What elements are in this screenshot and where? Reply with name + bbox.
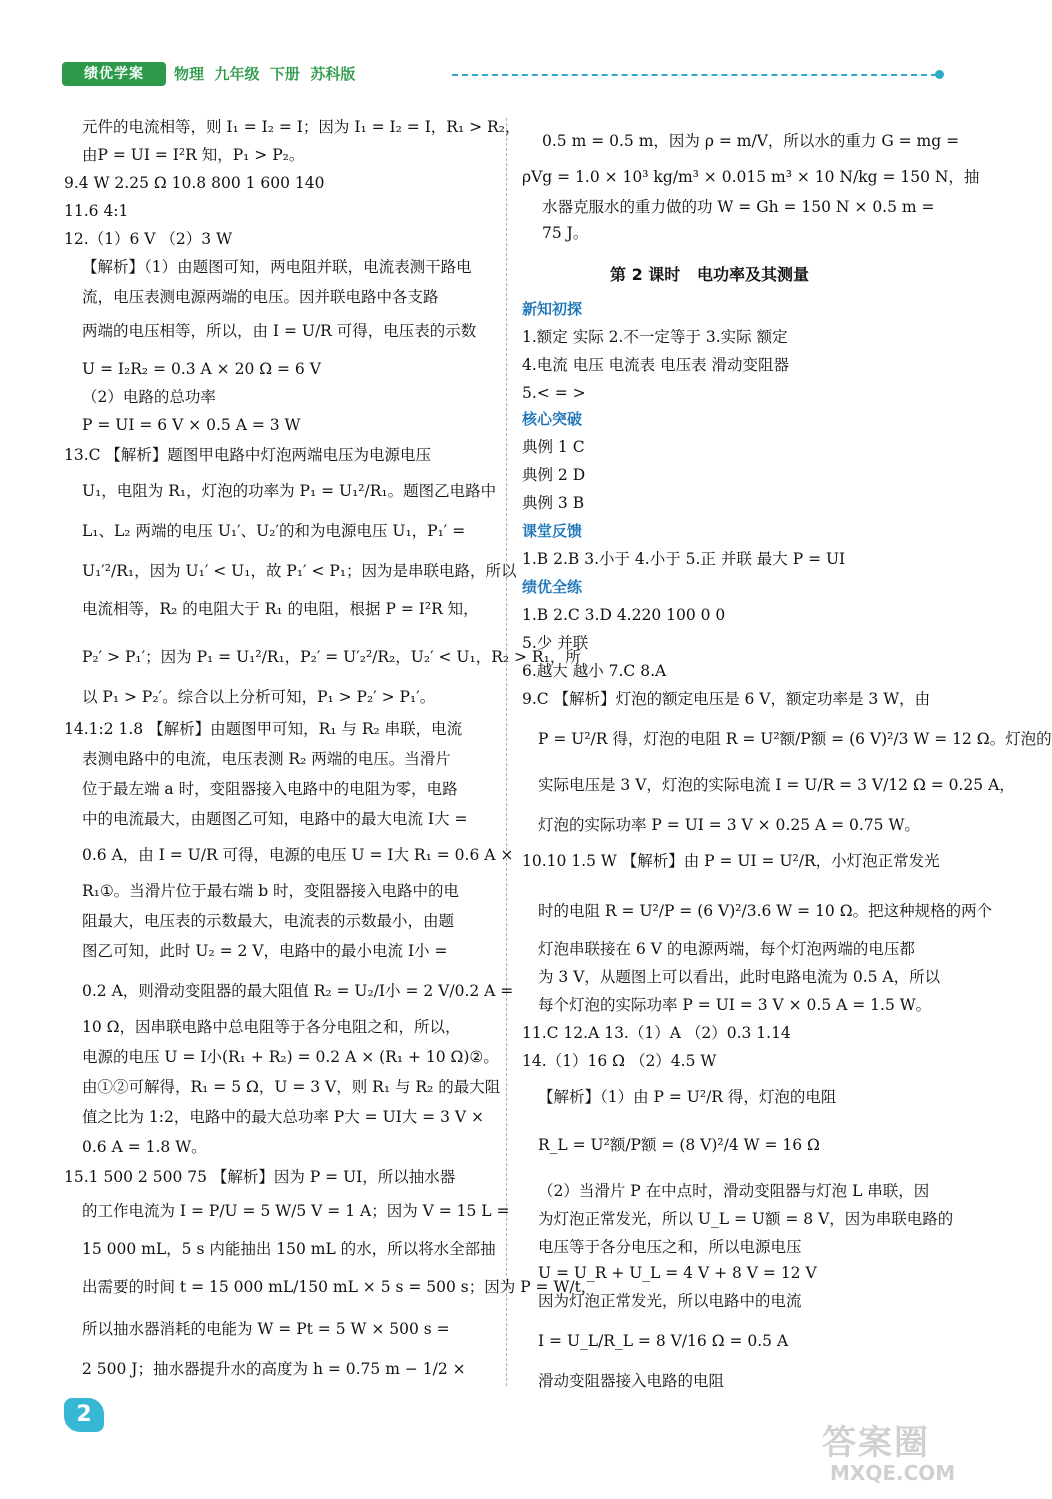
text-line: 14.1:2 1.8 【解析】由题图甲可知，R₁ 与 R₂ 串联，电流 [64, 720, 463, 738]
section-hexin: 核心突破 [522, 410, 583, 428]
text-line: 12.（1）6 V （2）3 W [64, 230, 233, 248]
text-line: U₁′²/R₁，因为 U₁′ < U₁，故 P₁′ < P₁；因为是串联电路，所以 [82, 562, 517, 580]
text-line: 的工作电流为 I = P/U = 5 W/5 V = 1 A；因为 V = 15 L = [82, 1202, 510, 1220]
text-line: 13.C 【解析】题图甲电路中灯泡两端电压为电源电压 [64, 446, 431, 464]
text-line: 5.< = > [522, 384, 586, 402]
text-line: 9.4 W 2.25 Ω 10.8 800 1 600 140 [64, 174, 325, 192]
text-line: 0.6 A = 1.8 W。 [82, 1138, 207, 1156]
text-line: 10 Ω，因串联电路中总电阻等于各分电阻之和，所以， [82, 1018, 461, 1036]
text-line: 每个灯泡的实际功率 P = UI = 3 V × 0.5 A = 1.5 W。 [538, 996, 932, 1014]
text-line: 实际电压是 3 V，灯泡的实际电流 I = U/R = 3 V/12 Ω = 0.25 A， [538, 776, 1015, 794]
text-line: U = U_R + U_L = 4 V + 8 V = 12 V [538, 1264, 817, 1282]
text-line: 0.6 A，由 I = U/R 可得，电源的电压 U = I大 R₁ = 0.6 A × [82, 846, 514, 864]
text-line: P = U²/R 得，灯泡的电阻 R = U²额/P额 = (6 V)²/3 W = 12 Ω。灯泡的 [538, 730, 1052, 748]
text-line: 典例 2 D [522, 466, 586, 484]
column-divider [506, 118, 507, 1386]
watermark-url: MXQE.COM [830, 1461, 956, 1485]
text-line: 由P = UI = I²R 知，P₁ > P₂。 [82, 146, 305, 164]
text-line: 14.（1）16 Ω （2）4.5 W [522, 1052, 717, 1070]
text-line: I = U_L/R_L = 8 V/16 Ω = 0.5 A [538, 1332, 789, 1350]
text-line: P = UI = 6 V × 0.5 A = 3 W [82, 416, 301, 434]
text-line: R_L = U²额/P额 = (8 V)²/4 W = 16 Ω [538, 1136, 820, 1154]
text-line: 出需要的时间 t = 15 000 mL/150 mL × 5 s = 500 s；因为 P = W/t， [82, 1278, 597, 1296]
text-line: 15.1 500 2 500 75 【解析】因为 P = UI，所以抽水器 [64, 1168, 456, 1186]
text-line: 表测电路中的电流，电压表测 R₂ 两端的电压。当滑片 [82, 750, 451, 768]
text-line: 两端的电压相等，所以，由 I = U/R 可得，电压表的示数 [82, 322, 477, 340]
brand-badge: 绩优学案 [62, 62, 166, 86]
text-line: 1.B 2.C 3.D 4.220 100 0 0 [522, 606, 726, 624]
text-line: U₁，电阻为 R₁，灯泡的功率为 P₁ = U₁²/R₁。题图乙电路中 [82, 482, 497, 500]
text-line: 中的电流最大，由题图乙可知，电路中的最大电流 I大 = [82, 810, 468, 828]
text-line: 灯泡串联接在 6 V 的电源两端，每个灯泡两端的电压都 [538, 940, 915, 958]
text-line: 为灯泡正常发光，所以 U_L = U额 = 8 V，因为串联电路的 [538, 1210, 954, 1228]
text-line: 因为灯泡正常发光，所以电路中的电流 [538, 1292, 802, 1310]
text-line: R₁①。当滑片位于最右端 b 时，变阻器接入电路中的电 [82, 882, 460, 900]
text-line: L₁、L₂ 两端的电压 U₁′、U₂′的和为电源电压 U₁，P₁′ = [82, 522, 466, 540]
text-line: 2 500 J；抽水器提升水的高度为 h = 0.75 m − 1/2 × [82, 1360, 466, 1378]
header-title: 物理 九年级 下册 苏科版 [174, 65, 356, 83]
text-line: 0.5 m = 0.5 m，因为 ρ = m/V，所以水的重力 G = mg = [542, 132, 960, 150]
text-line: 元件的电流相等，则 I₁ = I₂ = I；因为 I₁ = I₂ = I，R₁ > R₂， [82, 118, 521, 136]
text-line: 时的电阻 R = U²/P = (6 V)²/3.6 W = 10 Ω。把这种规格的两个 [538, 902, 993, 920]
text-line: （2）电路的总功率 [82, 388, 216, 406]
header-dashed-rule [452, 74, 937, 76]
text-line: 电源的电压 U = I小(R₁ + R₂) = 0.2 A × (R₁ + 10 Ω)②。 [82, 1048, 499, 1066]
watermark [800, 1415, 980, 1487]
page-header [62, 62, 947, 88]
section-quanlian: 绩优全练 [522, 578, 583, 596]
text-line: 电流相等，R₂ 的电阻大于 R₁ 的电阻，根据 P = I²R 知， [82, 600, 479, 618]
text-line: 【解析】（1）由题图可知，两电阻并联，电流表测干路电 [82, 258, 472, 276]
text-line: 15 000 mL，5 s 内能抽出 150 mL 的水，所以将水全部抽 [82, 1240, 496, 1258]
text-line: 1.B 2.B 3.小于 4.小于 5.正 并联 最大 P = UI [522, 550, 846, 568]
text-line: 为 3 V，从题图上可以看出，此时电路电流为 0.5 A，所以 [538, 968, 941, 986]
section-xinzhi: 新知初探 [522, 300, 583, 318]
text-line: 以 P₁ > P₂′。综合以上分析可知，P₁ > P₂′ > P₁′。 [82, 688, 436, 706]
text-line: 水器克服水的重力做的功 W = Gh = 150 N × 0.5 m = [542, 198, 935, 216]
text-line: P₂′ > P₁′；因为 P₁ = U₁²/R₁，P₂′ = U′₂²/R₂，U₂′ < U₁，R₂ > R₁，所 [82, 648, 581, 666]
text-line: 滑动变阻器接入电路的电阻 [538, 1372, 725, 1390]
text-line: 4.电流 电压 电流表 电压表 滑动变阻器 [522, 356, 789, 374]
text-line: 电压等于各分电压之和，所以电源电压 [538, 1238, 802, 1256]
text-line: 图乙可知，此时 U₂ = 2 V，电路中的最小电流 I小 = [82, 942, 448, 960]
text-line: 典例 3 B [522, 494, 585, 512]
text-line: 75 J。 [542, 224, 589, 242]
text-line: U = I₂R₂ = 0.3 A × 20 Ω = 6 V [82, 360, 321, 378]
text-line: 5.少 并联 [522, 634, 589, 652]
text-line: 9.C 【解析】灯泡的额定电压是 6 V，额定功率是 3 W，由 [522, 690, 931, 708]
text-line: 11.6 4:1 [64, 202, 129, 220]
text-line: 所以抽水器消耗的电能为 W = Pt = 5 W × 500 s = [82, 1320, 450, 1338]
text-line: 阻最大，电压表的示数最大，电流表的示数最小，由题 [82, 912, 455, 930]
text-line: 1.额定 实际 2.不一定等于 3.实际 额定 [522, 328, 788, 346]
text-line: 11.C 12.A 13.（1）A （2）0.3 1.14 [522, 1024, 791, 1042]
text-line: ρVg = 1.0 × 10³ kg/m³ × 0.015 m³ × 10 N/kg = 150 N，抽 [522, 168, 980, 186]
text-line: 6.越大 越小 7.C 8.A [522, 662, 667, 680]
lesson-title: 第 2 课时 电功率及其测量 [610, 265, 809, 284]
watermark-logo: 答案圈 [822, 1423, 930, 1463]
text-line: 值之比为 1:2，电路中的最大总功率 P大 = UI大 = 3 V × [82, 1108, 484, 1126]
page-number: 2 [64, 1398, 104, 1432]
text-line: 位于最左端 a 时，变阻器接入电路中的电阻为零，电路 [82, 780, 458, 798]
text-line: 典例 1 C [522, 438, 585, 456]
text-line: 0.2 A，则滑动变阻器的最大阻值 R₂ = U₂/I小 = 2 V/0.2 A = [82, 982, 514, 1000]
text-line: 由①②可解得，R₁ = 5 Ω，U = 3 V，则 R₁ 与 R₂ 的最大阻 [82, 1078, 501, 1096]
text-line: 10.10 1.5 W 【解析】由 P = UI = U²/R，小灯泡正常发光 [522, 852, 940, 870]
header-dot-icon [935, 70, 944, 79]
text-line: 灯泡的实际功率 P = UI = 3 V × 0.25 A = 0.75 W。 [538, 816, 920, 834]
text-line: 【解析】（1）由 P = U²/R 得，灯泡的电阻 [538, 1088, 837, 1106]
section-fankui: 课堂反馈 [522, 522, 583, 540]
text-line: 流，电压表测电源两端的电压。因并联电路中各支路 [82, 288, 439, 306]
text-line: （2）当滑片 P 在中点时，滑动变阻器与灯泡 L 串联，因 [538, 1182, 930, 1200]
